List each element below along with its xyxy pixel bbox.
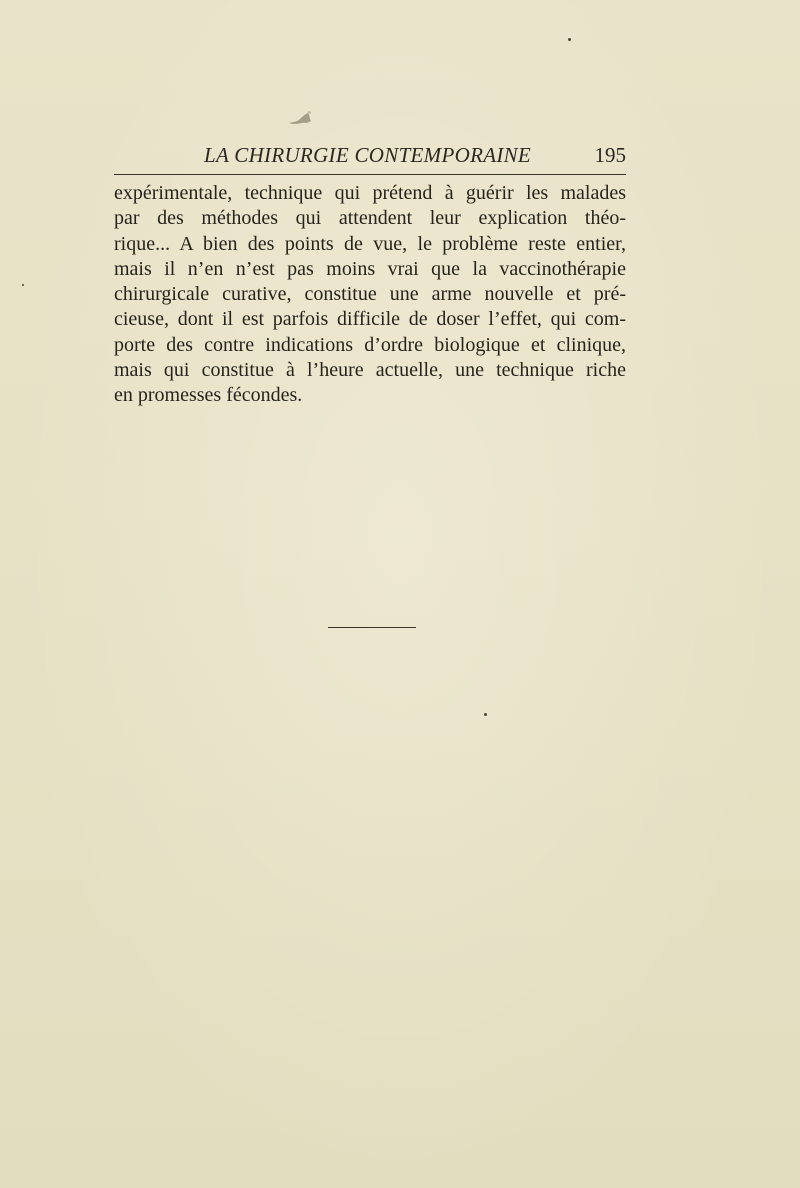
paper-speck xyxy=(484,713,487,716)
text-line: cieuse, dont il est parfois difficile de doser l’effet, qui com- xyxy=(114,308,626,331)
text-line: porte des contre indications d’ordre biologique et clinique, xyxy=(114,333,626,356)
text-line: rique... A bien des points de vue, le problème reste entier, xyxy=(114,232,626,255)
text-line: expérimentale, technique qui prétend à guérir les malades xyxy=(114,182,626,204)
paper-speck xyxy=(568,38,571,41)
page-number: 195 xyxy=(594,143,626,167)
text-line: mais il n’en n’est pas moins vrai que la vaccinothérapie xyxy=(114,257,626,280)
text-line: mais qui constitue à l’heure actuelle, une technique riche xyxy=(114,359,626,382)
end-of-chapter-rule xyxy=(328,627,416,628)
paper-speck xyxy=(22,284,24,286)
text-line: par des méthodes qui attendent leur explication théo- xyxy=(114,207,626,230)
running-title: LA CHIRURGIE CONTEMPORAINE xyxy=(204,143,532,167)
page-header xyxy=(114,143,626,173)
text-line: chirurgicale curative, constitue une arme nouvelle et pré- xyxy=(114,283,626,306)
body-paragraph xyxy=(114,181,626,409)
text-line: en promesses fécondes. xyxy=(114,384,303,407)
ink-smudge-mark xyxy=(287,110,313,126)
header-rule xyxy=(114,174,626,175)
